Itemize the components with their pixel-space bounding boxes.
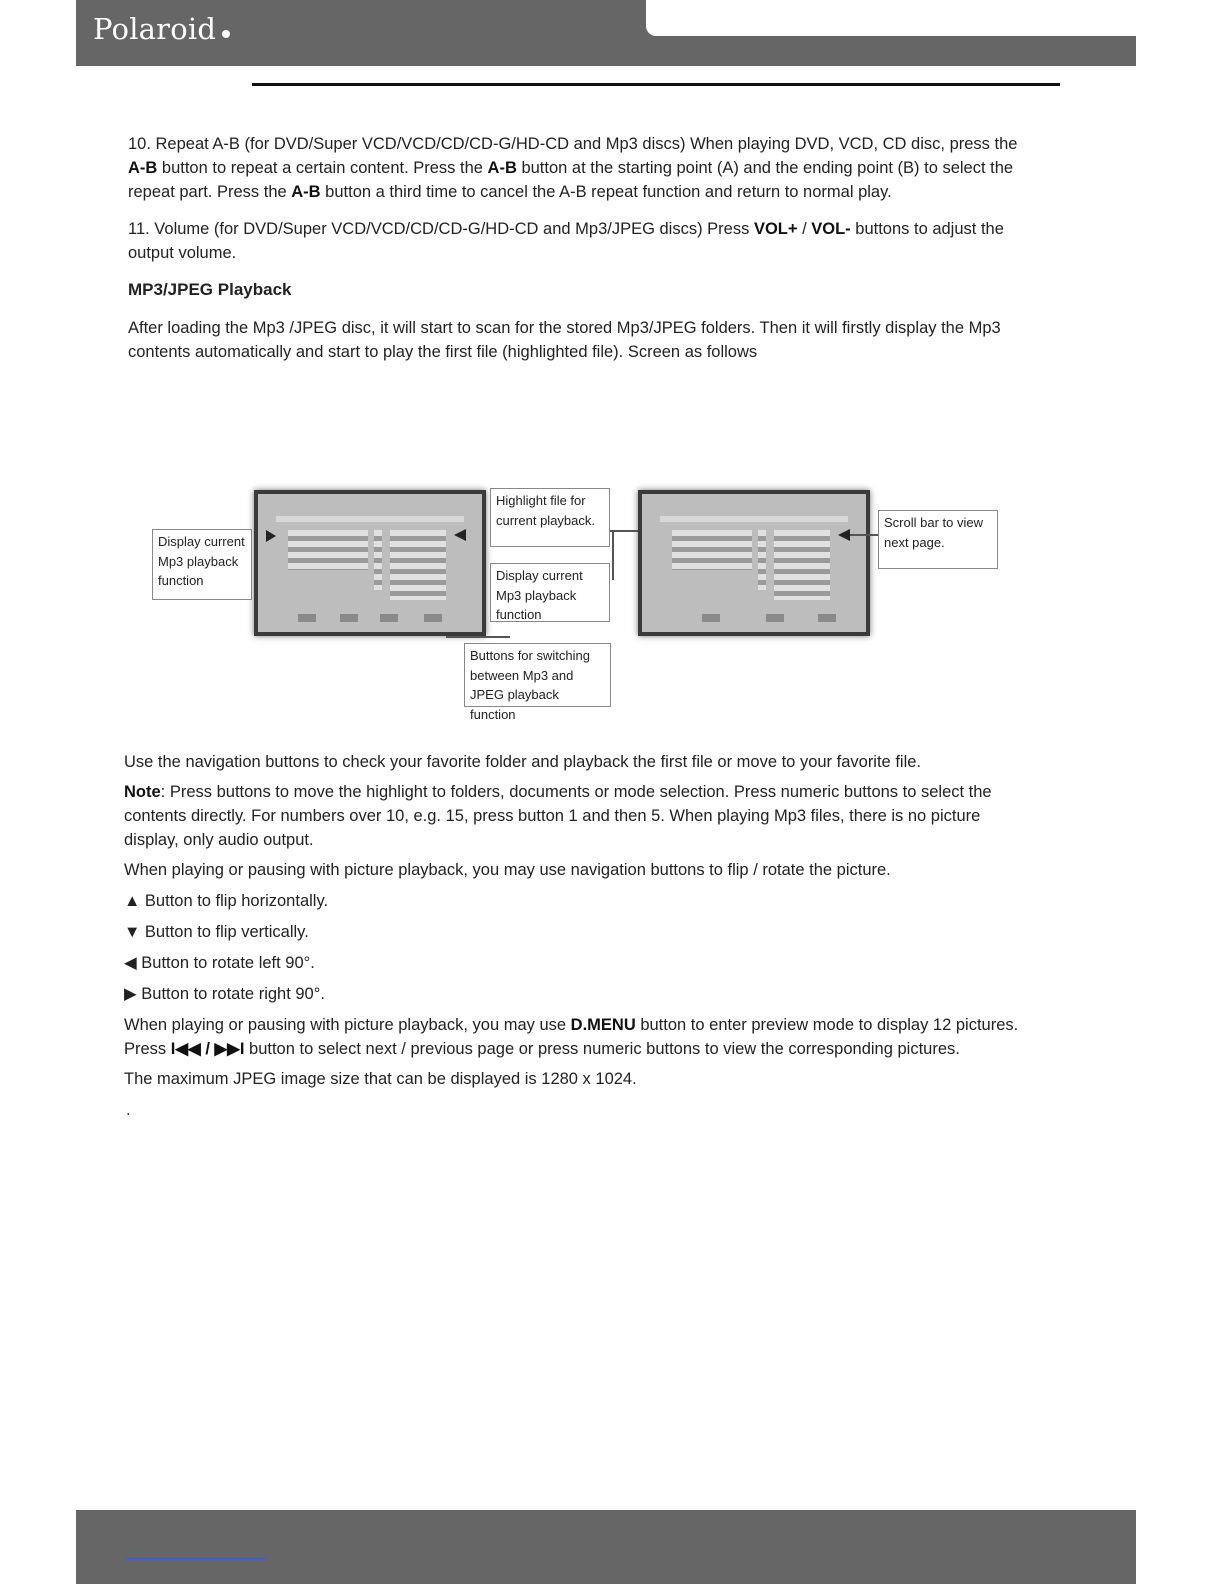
footer-bar xyxy=(76,1510,1136,1584)
section-heading: MP3/JPEG Playback xyxy=(128,280,292,299)
callout-scroll-bar: Scroll bar to view next page. xyxy=(878,510,998,569)
connector-scroll xyxy=(850,534,878,536)
arrow-scroll xyxy=(838,529,850,541)
screen-left xyxy=(254,490,486,636)
callout-highlight-file: Highlight file for current playback. xyxy=(490,488,610,547)
paragraph-max-size: The maximum JPEG image size that can be displayed is 1280 x 1024. xyxy=(124,1070,637,1088)
screen-right xyxy=(638,490,870,636)
connector-horizontal xyxy=(610,530,638,532)
right-triangle-icon: ▶ xyxy=(124,985,137,1003)
polaroid-logo: Polaroid xyxy=(93,12,217,46)
paragraph-dmenu: When playing or pausing with picture playback, you may use D.MENU button to enter preview mode to display 12 pictures. Press I◀◀ / ▶▶I button to select next / previous page or press numeric buttons to view the corresponding pictures. xyxy=(124,1016,1019,1058)
item-rotate-right: ▶ Button to rotate right 90°. xyxy=(124,985,325,1003)
paragraph-volume: 11. Volume (for DVD/Super VCD/VCD/CD/CD-G/HD-CD and Mp3/JPEG discs) Press VOL+ / VOL- buttons to adjust the output volume. xyxy=(128,220,1004,262)
item-flip-vertical: ▼ Button to flip vertically. xyxy=(124,923,309,941)
arrow-left-callout xyxy=(266,530,276,542)
paragraph-flip-intro: When playing or pausing with picture playback, you may use navigation buttons to flip / rotate the picture. xyxy=(124,861,891,879)
header-rule xyxy=(252,83,1060,86)
paragraph-intro: After loading the Mp3 /JPEG disc, it will start to scan for the stored Mp3/JPEG folders. Then it will firstly display the Mp3 contents automatically and start to play the first file (highlighted file). Screen as follows xyxy=(128,319,1001,361)
connector-vertical xyxy=(612,530,614,580)
paragraph-repeat-ab: 10. Repeat A-B (for DVD/Super VCD/VCD/CD/CD-G/HD-CD and Mp3 discs) When playing DVD, VCD, CD disc, press the A-B button to repeat a certain content. Press the A-B button at the starting point (A) and the ending point (B) to select the repeat part. Press the A-B button a third time to cancel the A-B repeat function and return to normal play. xyxy=(128,135,1018,201)
callout-display-current-left: Display current Mp3 playback function xyxy=(152,529,252,600)
paragraph-navigation: Use the navigation buttons to check your favorite folder and playback the first file or move to your favorite file. xyxy=(124,753,921,771)
left-triangle-icon: ◀ xyxy=(124,954,137,972)
header-notch xyxy=(646,0,1146,36)
footer-link[interactable] xyxy=(126,1558,266,1559)
connector-buttons xyxy=(446,636,510,638)
arrow-highlight xyxy=(454,529,466,541)
callout-switch-buttons: Buttons for switching between Mp3 and JPEG playback function xyxy=(464,643,611,707)
item-flip-horizontal: ▲ Button to flip horizontally. xyxy=(124,892,329,910)
down-triangle-icon: ▼ xyxy=(124,923,141,941)
item-rotate-left: ◀ Button to rotate left 90°. xyxy=(124,954,315,972)
trailing-dot: . xyxy=(126,1101,131,1119)
paragraph-note: Note: Press buttons to move the highlight to folders, documents or mode selection. Press numeric buttons to select the contents directly. For numbers over 10, e.g. 15, press button 1 and then 5. When playing Mp3 files, there is no picture display, only audio output. xyxy=(124,783,992,849)
callout-display-current-middle: Display current Mp3 playback function xyxy=(490,563,610,622)
up-triangle-icon: ▲ xyxy=(124,892,141,910)
logo-dot xyxy=(222,30,230,38)
